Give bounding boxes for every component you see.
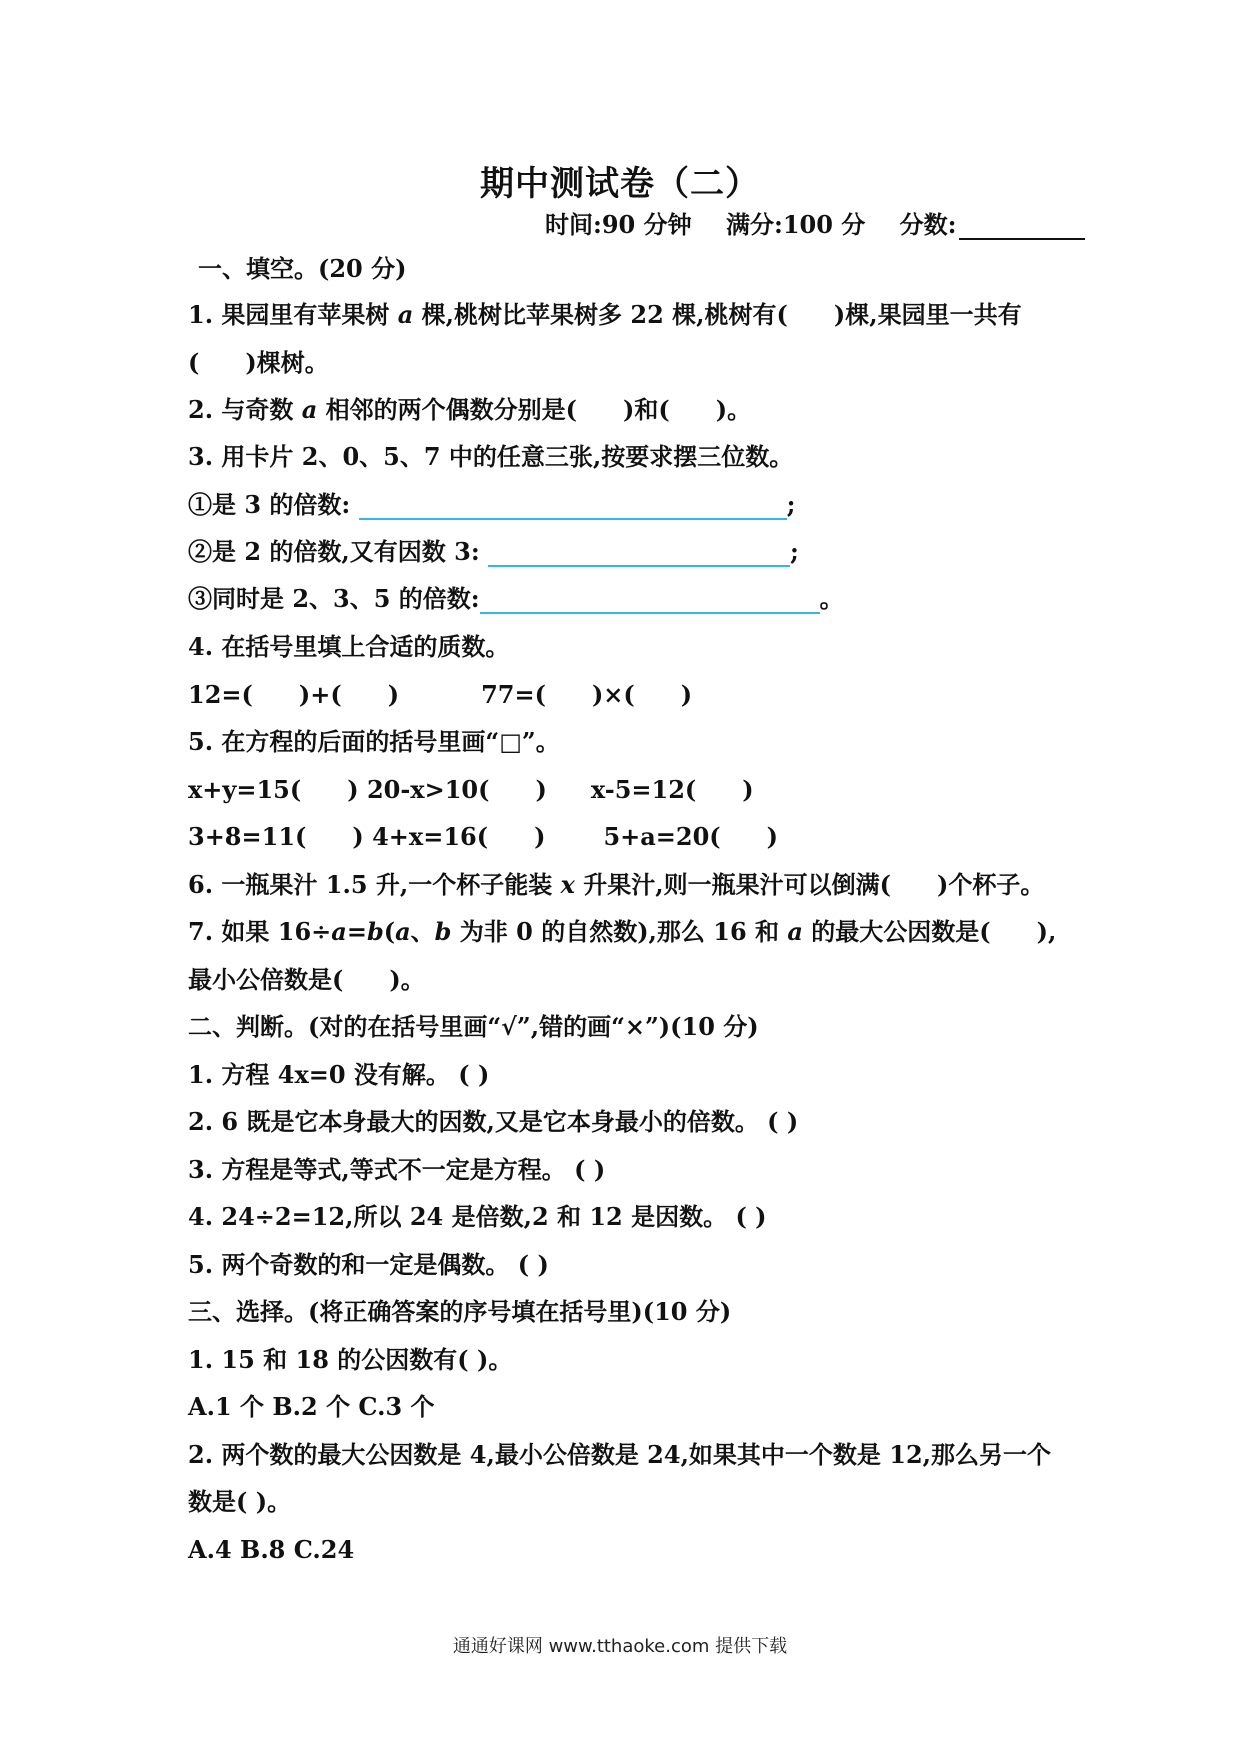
answer-line[interactable]: [359, 494, 787, 520]
exam-meta: [545, 205, 1111, 240]
question-1-1: 1. 果园里有苹果树 a 棵,桃树比苹果树多 22 棵,桃树有( )棵,果园里一共有: [188, 300, 1022, 329]
judge-item-2: 2. 6 既是它本身最大的因数,又是它本身最小的倍数。 ( ): [188, 1107, 799, 1136]
question-1-3: 3. 用卡片 2、0、5、7 中的任意三张,按要求摆三位数。: [188, 442, 794, 471]
question-1-3-1: ①是 3 的倍数: ;: [188, 490, 796, 519]
choice-question-1-options: A.1 个 B.2 个 C.3 个: [188, 1392, 435, 1421]
judge-item-3: 3. 方程是等式,等式不一定是方程。 ( ): [188, 1155, 606, 1184]
question-1-7: 7. 如果 16÷a=b(a、b 为非 0 的自然数),那么 16 和 a 的最大公因数是( ),: [188, 917, 1057, 946]
answer-line[interactable]: [480, 588, 820, 614]
page-title: 期中测试卷（二）: [480, 164, 760, 204]
question-1-4-items: 12=( )+( ) 77=( )×( ): [188, 680, 693, 709]
full-score: 满分:100 分: [725, 210, 866, 239]
score-field[interactable]: [959, 216, 1085, 240]
question-1-5-row-2: 3+8=11( ) 4+x=16( ) 5+a=20( ): [188, 822, 779, 851]
judge-item-4: 4. 24÷2=12,所以 24 是倍数,2 和 12 是因数。 ( ): [188, 1202, 767, 1231]
section-1-heading: 一、填空。(20 分): [198, 254, 407, 283]
choice-question-1: 1. 15 和 18 的公因数有( )。: [188, 1345, 513, 1374]
question-1-6: 6. 一瓶果汁 1.5 升,一个杯子能装 x 升果汁,则一瓶果汁可以倒满( )个杯子。: [188, 870, 1045, 899]
question-1-1-cont: ( )棵树。: [188, 348, 329, 377]
question-1-3-3: ③同时是 2、3、5 的倍数: 。: [188, 584, 844, 613]
judge-item-5: 5. 两个奇数的和一定是偶数。 ( ): [188, 1250, 549, 1279]
choice-question-2-cont: 数是( )。: [188, 1487, 292, 1516]
choice-question-2: 2. 两个数的最大公因数是 4,最小公倍数是 24,如果其中一个数是 12,那么另一个: [188, 1440, 1052, 1469]
section-3-heading: 三、选择。(将正确答案的序号填在括号里)(10 分): [188, 1297, 732, 1326]
choice-question-2-options: A.4 B.8 C.24: [188, 1535, 355, 1564]
question-1-7-cont: 最小公倍数是( )。: [188, 965, 425, 994]
answer-line[interactable]: [488, 541, 790, 567]
question-1-2: 2. 与奇数 a 相邻的两个偶数分别是( )和( )。: [188, 395, 752, 424]
time-limit: 时间:90 分钟: [545, 210, 692, 239]
judge-item-1: 1. 方程 4x=0 没有解。 ( ): [188, 1060, 490, 1089]
question-1-3-2: ②是 2 的倍数,又有因数 3: ;: [188, 537, 799, 566]
footer-credit: 通通好课网 www.tthaoke.com 提供下载: [452, 1636, 788, 1657]
section-2-heading: 二、判断。(对的在括号里画“√”,错的画“×”)(10 分): [188, 1012, 759, 1041]
question-1-5-row-1: x+y=15( ) 20-x>10( ) x-5=12( ): [188, 775, 754, 804]
question-1-5: 5. 在方程的后面的括号里画“□”。: [188, 727, 560, 756]
question-1-4: 4. 在括号里填上合适的质数。: [188, 632, 510, 661]
score-label: 分数:: [899, 210, 957, 239]
